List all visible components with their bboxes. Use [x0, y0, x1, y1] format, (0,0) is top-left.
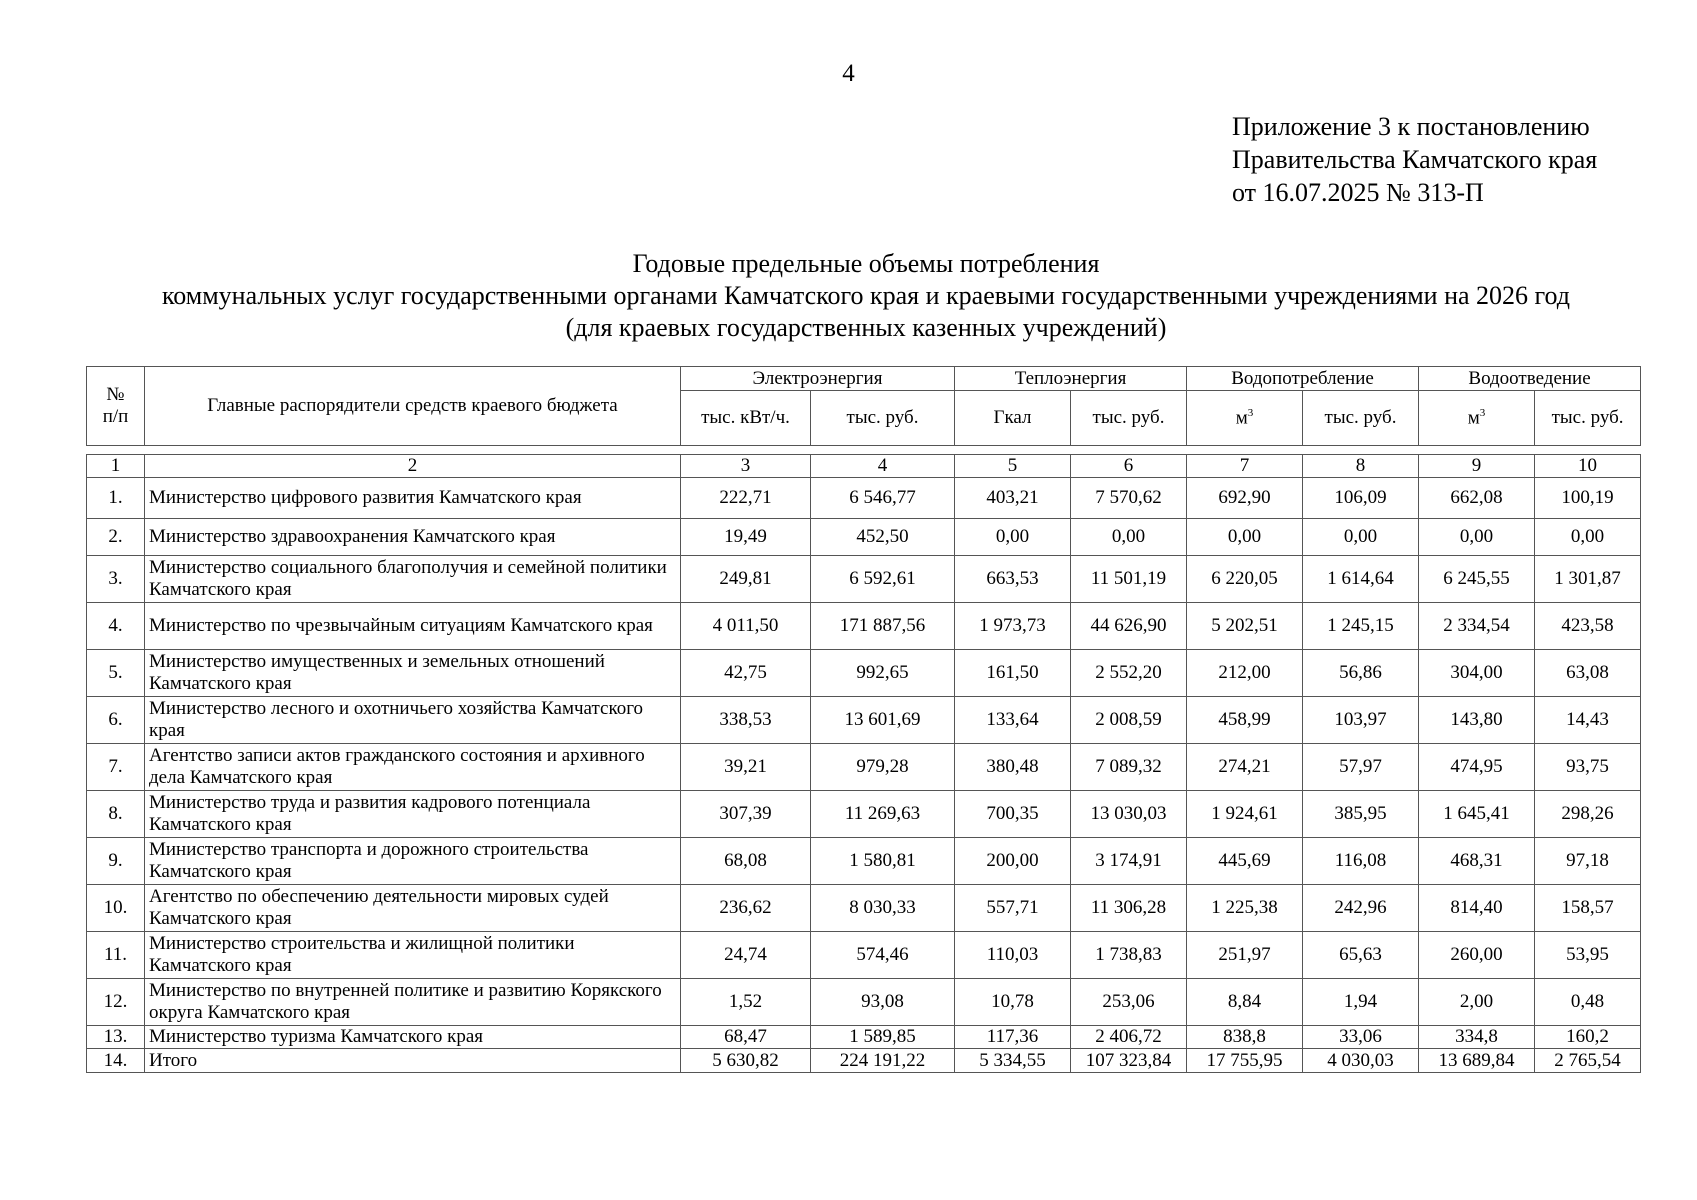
header-unit: [1419, 391, 1535, 446]
row-number: 4.: [87, 603, 145, 650]
row-value: 160,2: [1535, 1026, 1641, 1049]
row-name: Министерство социального благополучия и семейной политики Камчатского края: [145, 556, 681, 603]
row-value: 307,39: [681, 791, 811, 838]
row-value: 11 306,28: [1071, 885, 1187, 932]
row-value: 117,36: [955, 1026, 1071, 1049]
row-value: 1 580,81: [811, 838, 955, 885]
row-value: 63,08: [1535, 650, 1641, 697]
table-row: [87, 1026, 1641, 1049]
row-value: 0,00: [1187, 519, 1303, 556]
table-row: [87, 519, 1641, 556]
page-number: 4: [842, 60, 855, 87]
row-number: 11.: [87, 932, 145, 979]
row-value: 0,00: [1071, 519, 1187, 556]
header-unit: тыс. кВт/ч.: [681, 391, 811, 446]
row-value: 251,97: [1187, 932, 1303, 979]
table-row: [87, 838, 1641, 885]
row-value: 838,8: [1187, 1026, 1303, 1049]
row-value: 2 008,59: [1071, 697, 1187, 744]
row-name: Министерство по чрезвычайным ситуациям Камчатского края: [145, 603, 681, 650]
row-value: 338,53: [681, 697, 811, 744]
row-number: 14.: [87, 1049, 145, 1073]
row-value: 4 011,50: [681, 603, 811, 650]
row-value: 39,21: [681, 744, 811, 791]
row-value: 304,00: [1419, 650, 1535, 697]
row-value: 253,06: [1071, 979, 1187, 1026]
row-value: 107 323,84: [1071, 1049, 1187, 1073]
column-number: 8: [1303, 455, 1419, 478]
row-value: 0,00: [1535, 519, 1641, 556]
row-number: 8.: [87, 791, 145, 838]
row-value: 663,53: [955, 556, 1071, 603]
header-group-electricity: Электроэнергия: [681, 367, 955, 391]
row-value: 0,00: [1419, 519, 1535, 556]
table-row: [87, 478, 1641, 519]
unit-superscript: 3: [1479, 406, 1486, 419]
row-value: 11 501,19: [1071, 556, 1187, 603]
row-value: 6 220,05: [1187, 556, 1303, 603]
header-unit: тыс. руб.: [1071, 391, 1187, 446]
table-row: [87, 697, 1641, 744]
row-value: 6 245,55: [1419, 556, 1535, 603]
row-value: 4 030,03: [1303, 1049, 1419, 1073]
row-value: 97,18: [1535, 838, 1641, 885]
row-value: 57,97: [1303, 744, 1419, 791]
row-value: 13 689,84: [1419, 1049, 1535, 1073]
row-value: 249,81: [681, 556, 811, 603]
table-row: [87, 556, 1641, 603]
row-value: 236,62: [681, 885, 811, 932]
header-unit: тыс. руб.: [811, 391, 955, 446]
row-value: 17 755,95: [1187, 1049, 1303, 1073]
row-value: 93,75: [1535, 744, 1641, 791]
row-value: 1 225,38: [1187, 885, 1303, 932]
row-value: 133,64: [955, 697, 1071, 744]
row-value: 557,71: [955, 885, 1071, 932]
row-number: 10.: [87, 885, 145, 932]
row-value: 1 973,73: [955, 603, 1071, 650]
row-number: 9.: [87, 838, 145, 885]
header-unit: Гкал: [955, 391, 1071, 446]
row-name: Министерство строительства и жилищной политики Камчатского края: [145, 932, 681, 979]
row-value: 334,8: [1419, 1026, 1535, 1049]
row-value: 445,69: [1187, 838, 1303, 885]
row-value: 100,19: [1535, 478, 1641, 519]
header-group-drainage: Водоотведение: [1419, 367, 1641, 391]
header-number-line-2: п/п: [102, 406, 129, 427]
row-value: 692,90: [1187, 478, 1303, 519]
row-value: 42,75: [681, 650, 811, 697]
row-number: 6.: [87, 697, 145, 744]
row-number: 1.: [87, 478, 145, 519]
title-line-1: Годовые предельные объемы потребления: [632, 249, 1100, 278]
appendix-line-2: Правительства Камчатского края: [1232, 145, 1598, 174]
row-value: 298,26: [1535, 791, 1641, 838]
row-value: 7 089,32: [1071, 744, 1187, 791]
table-row: [87, 791, 1641, 838]
row-value: 3 174,91: [1071, 838, 1187, 885]
row-value: 158,57: [1535, 885, 1641, 932]
header-number-line-1: №: [106, 384, 125, 405]
unit-base: м: [1467, 407, 1480, 429]
row-value: 2 334,54: [1419, 603, 1535, 650]
row-number: 5.: [87, 650, 145, 697]
row-value: 380,48: [955, 744, 1071, 791]
column-number: 2: [145, 455, 681, 478]
row-value: 14,43: [1535, 697, 1641, 744]
row-value: 423,58: [1535, 603, 1641, 650]
row-value: 1 245,15: [1303, 603, 1419, 650]
row-value: 1,94: [1303, 979, 1419, 1026]
row-value: 468,31: [1419, 838, 1535, 885]
row-value: 103,97: [1303, 697, 1419, 744]
row-value: 2 552,20: [1071, 650, 1187, 697]
row-value: 65,63: [1303, 932, 1419, 979]
row-value: 1 738,83: [1071, 932, 1187, 979]
row-value: 10,78: [955, 979, 1071, 1026]
data-table: [86, 454, 1641, 1073]
header-unit: тыс. руб.: [1535, 391, 1641, 446]
row-value: 0,00: [1303, 519, 1419, 556]
header-number: [87, 367, 145, 446]
row-value: 6 592,61: [811, 556, 955, 603]
column-number: 6: [1071, 455, 1187, 478]
header-group-heat: Теплоэнергия: [955, 367, 1187, 391]
row-value: 44 626,90: [1071, 603, 1187, 650]
row-name: Министерство транспорта и дорожного строительства Камчатского края: [145, 838, 681, 885]
row-value: 0,00: [955, 519, 1071, 556]
column-number: 1: [87, 455, 145, 478]
unit-base: м: [1235, 407, 1248, 429]
row-value: 662,08: [1419, 478, 1535, 519]
column-numbers-row: [87, 455, 1641, 478]
row-name: Итого: [145, 1049, 681, 1073]
row-value: 110,03: [955, 932, 1071, 979]
row-value: 7 570,62: [1071, 478, 1187, 519]
row-value: 5 630,82: [681, 1049, 811, 1073]
row-number: 12.: [87, 979, 145, 1026]
row-value: 385,95: [1303, 791, 1419, 838]
row-number: 7.: [87, 744, 145, 791]
header-unit: тыс. руб.: [1303, 391, 1419, 446]
row-value: 452,50: [811, 519, 955, 556]
row-value: 93,08: [811, 979, 955, 1026]
row-name: Агентство записи актов гражданского состояния и архивного дела Камчатского края: [145, 744, 681, 791]
row-value: 474,95: [1419, 744, 1535, 791]
row-value: 2 406,72: [1071, 1026, 1187, 1049]
row-value: 242,96: [1303, 885, 1419, 932]
row-value: 33,06: [1303, 1026, 1419, 1049]
row-value: 5 202,51: [1187, 603, 1303, 650]
row-value: 0,48: [1535, 979, 1641, 1026]
row-value: 106,09: [1303, 478, 1419, 519]
row-value: 1 301,87: [1535, 556, 1641, 603]
row-number: 13.: [87, 1026, 145, 1049]
appendix-line-1: Приложение 3 к постановлению: [1232, 112, 1590, 141]
appendix-line-3: от 16.07.2025 № 313-П: [1232, 178, 1484, 207]
header-unit: [1187, 391, 1303, 446]
header-group-water-supply: Водопотребление: [1187, 367, 1419, 391]
row-number: 2.: [87, 519, 145, 556]
row-value: 171 887,56: [811, 603, 955, 650]
unit-superscript: 3: [1247, 406, 1254, 419]
row-value: 260,00: [1419, 932, 1535, 979]
row-value: 56,86: [1303, 650, 1419, 697]
row-value: 200,00: [955, 838, 1071, 885]
row-value: 6 546,77: [811, 478, 955, 519]
row-name: Министерство труда и развития кадрового потенциала Камчатского края: [145, 791, 681, 838]
row-value: 1,52: [681, 979, 811, 1026]
row-value: 1 645,41: [1419, 791, 1535, 838]
table-row: [87, 979, 1641, 1026]
row-value: 5 334,55: [955, 1049, 1071, 1073]
row-value: 143,80: [1419, 697, 1535, 744]
row-value: 19,49: [681, 519, 811, 556]
column-number: 5: [955, 455, 1071, 478]
appendix-reference: [1232, 110, 1597, 209]
table-row: [87, 932, 1641, 979]
row-name: Министерство цифрового развития Камчатского края: [145, 478, 681, 519]
row-value: 574,46: [811, 932, 955, 979]
row-value: 13 030,03: [1071, 791, 1187, 838]
row-value: 224 191,22: [811, 1049, 955, 1073]
row-value: 2,00: [1419, 979, 1535, 1026]
row-name: Министерство по внутренней политике и развитию Корякского округа Камчатского края: [145, 979, 681, 1026]
row-name: Министерство туризма Камчатского края: [145, 1026, 681, 1049]
row-number: 3.: [87, 556, 145, 603]
table-row: [87, 744, 1641, 791]
row-value: 1 614,64: [1303, 556, 1419, 603]
column-number: 7: [1187, 455, 1303, 478]
table-row: [87, 885, 1641, 932]
table-row: [87, 1049, 1641, 1073]
row-value: 274,21: [1187, 744, 1303, 791]
row-value: 979,28: [811, 744, 955, 791]
row-value: 2 765,54: [1535, 1049, 1641, 1073]
column-number: 3: [681, 455, 811, 478]
row-value: 1 589,85: [811, 1026, 955, 1049]
table-row: [87, 603, 1641, 650]
row-value: 403,21: [955, 478, 1071, 519]
row-value: 222,71: [681, 478, 811, 519]
row-value: 212,00: [1187, 650, 1303, 697]
column-number: 9: [1419, 455, 1535, 478]
row-value: 24,74: [681, 932, 811, 979]
row-value: 53,95: [1535, 932, 1641, 979]
row-name: Агентство по обеспечению деятельности мировых судей Камчатского края: [145, 885, 681, 932]
row-value: 814,40: [1419, 885, 1535, 932]
table-row: [87, 650, 1641, 697]
table-header: [86, 366, 1641, 446]
row-value: 68,47: [681, 1026, 811, 1049]
title-line-2: коммунальных услуг государственными органами Камчатского края и краевыми государственными учреждениями на 2026 год: [161, 281, 1571, 310]
row-name: Министерство лесного и охотничьего хозяйства Камчатского края: [145, 697, 681, 744]
document-title: [86, 248, 1646, 344]
row-value: 992,65: [811, 650, 955, 697]
row-value: 11 269,63: [811, 791, 955, 838]
row-value: 8,84: [1187, 979, 1303, 1026]
row-value: 161,50: [955, 650, 1071, 697]
column-number: 4: [811, 455, 955, 478]
title-line-3: (для краевых государственных казенных учреждений): [565, 313, 1167, 342]
row-value: 13 601,69: [811, 697, 955, 744]
row-value: 700,35: [955, 791, 1071, 838]
row-value: 8 030,33: [811, 885, 955, 932]
row-value: 116,08: [1303, 838, 1419, 885]
row-name: Министерство имущественных и земельных отношений Камчатского края: [145, 650, 681, 697]
column-number: 10: [1535, 455, 1641, 478]
header-name: Главные распорядители средств краевого бюджета: [145, 367, 681, 446]
row-value: 68,08: [681, 838, 811, 885]
row-value: 1 924,61: [1187, 791, 1303, 838]
row-value: 458,99: [1187, 697, 1303, 744]
row-name: Министерство здравоохранения Камчатского края: [145, 519, 681, 556]
